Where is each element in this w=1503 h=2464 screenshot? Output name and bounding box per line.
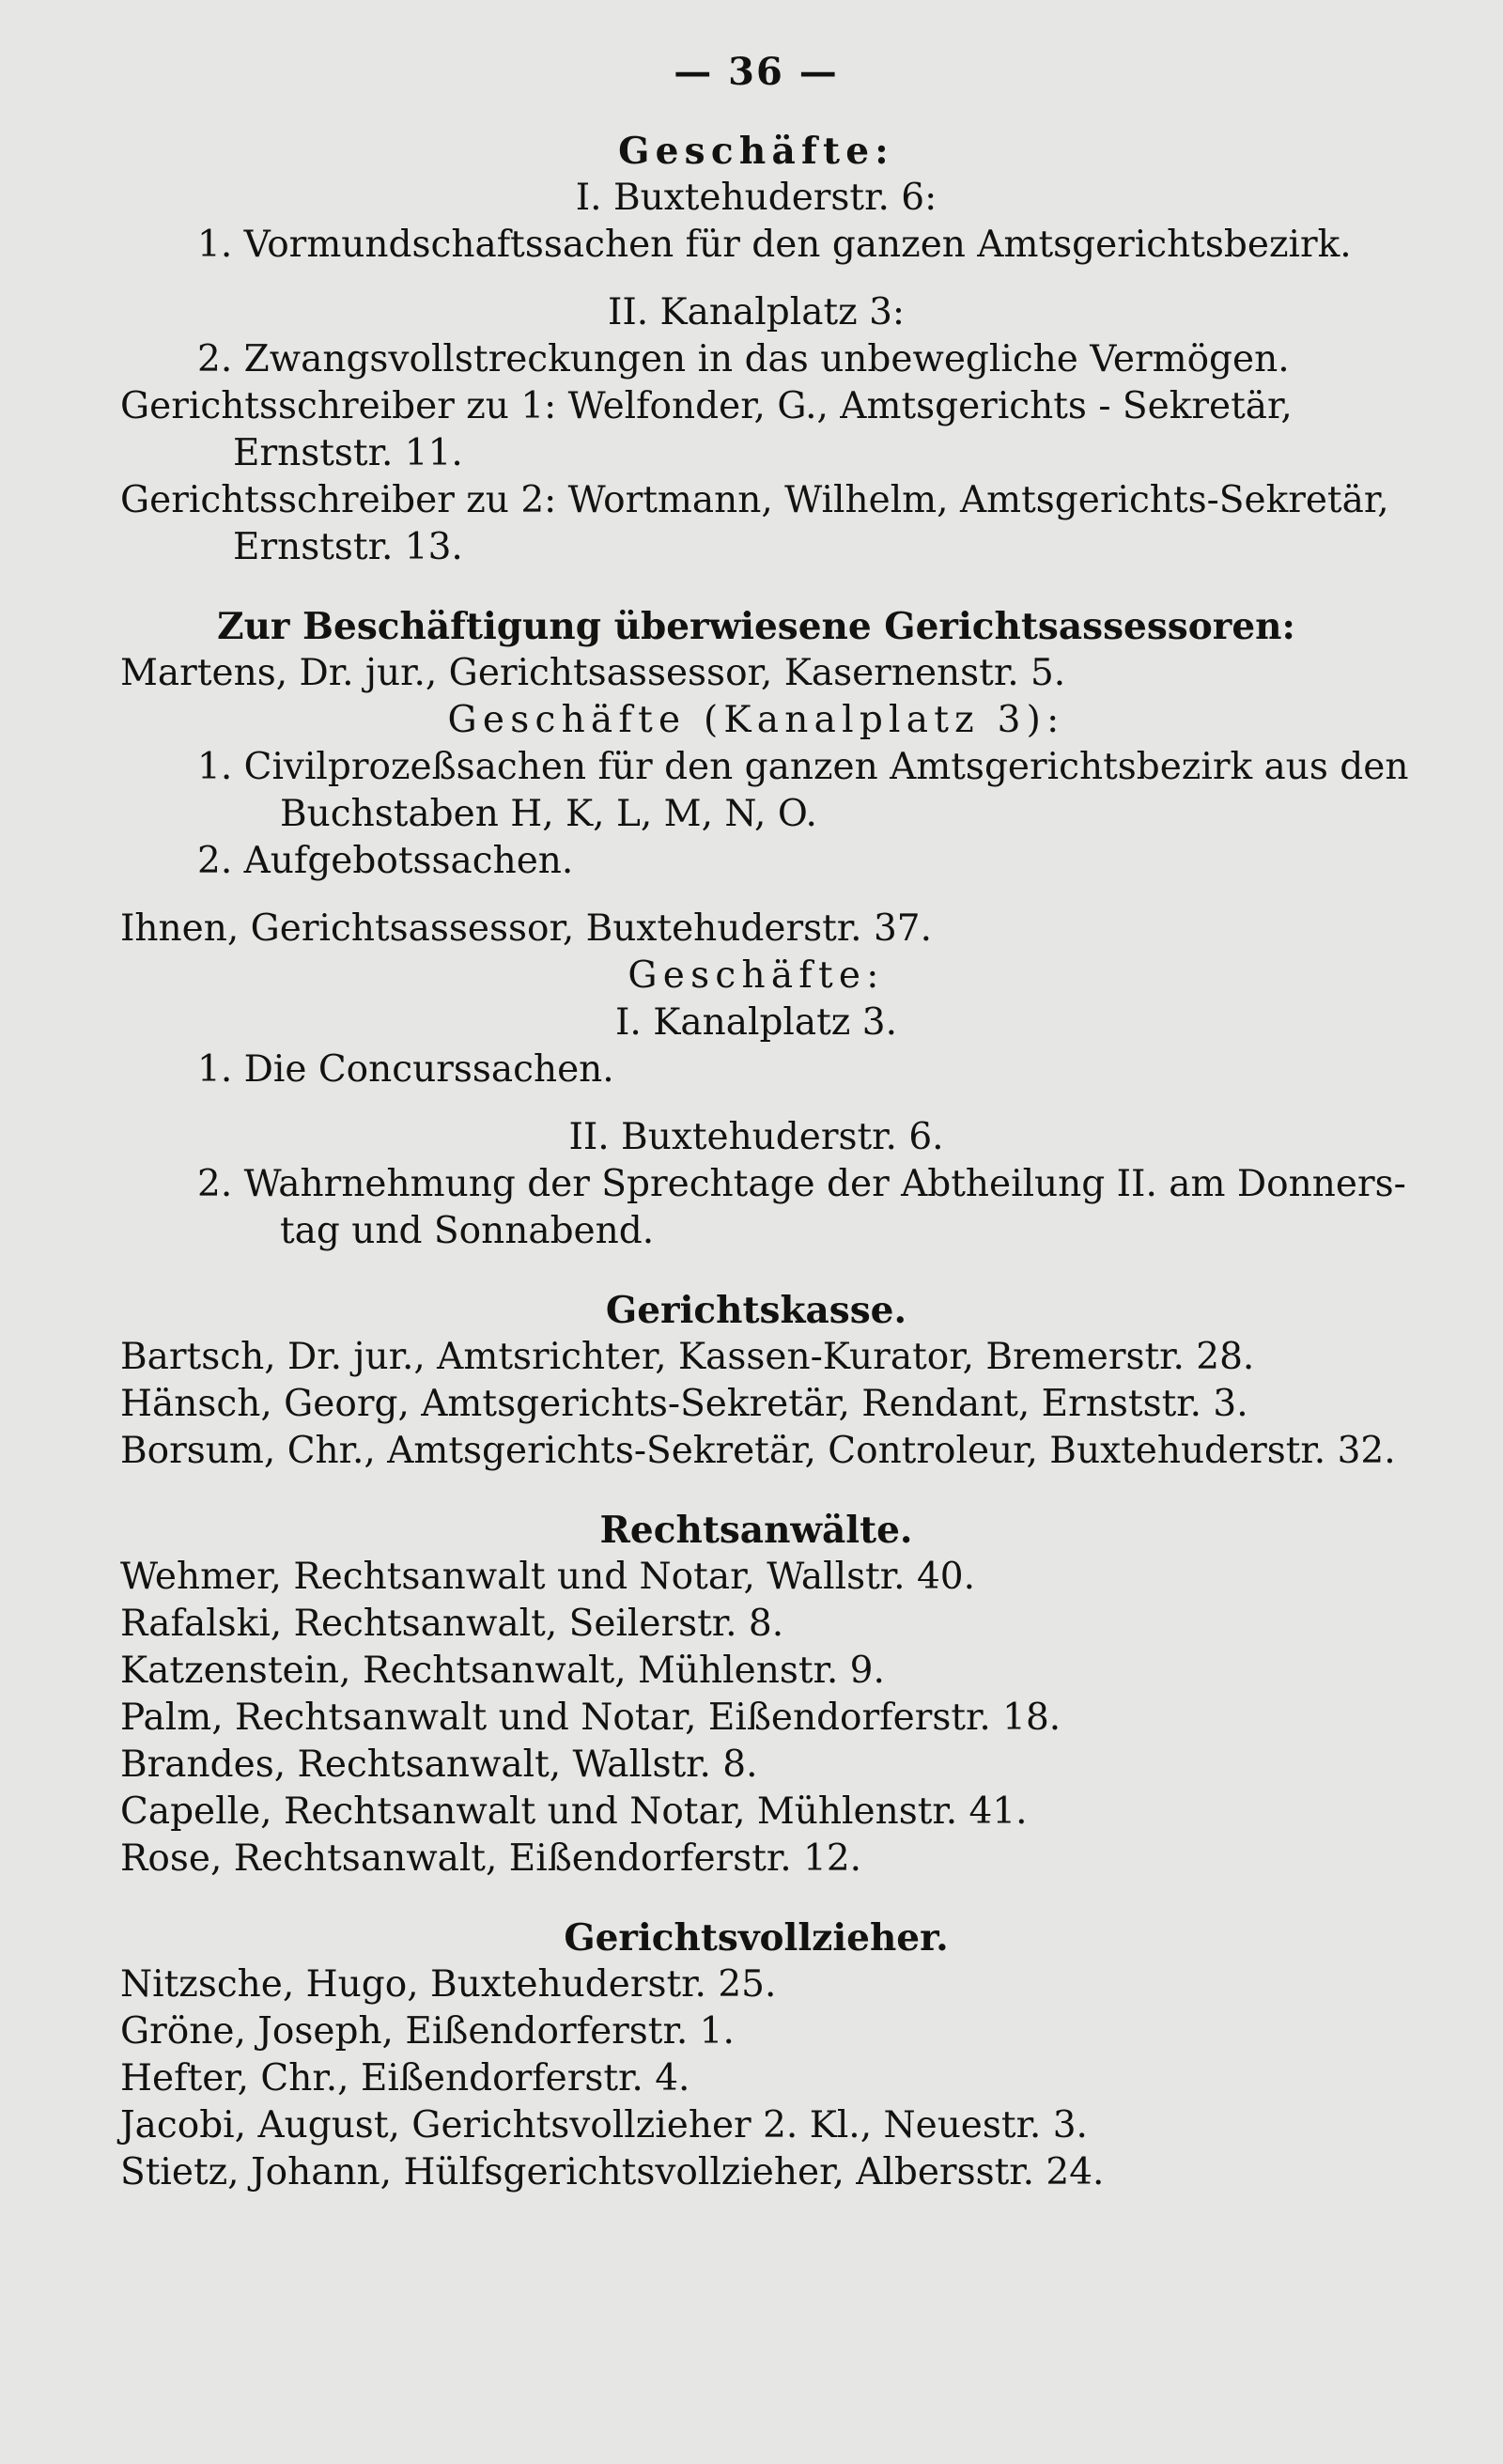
vollzieher-entry: Stietz, Johann, Hülfsgerichtsvollzieher, Albersstr. 24. [120,2151,1105,2193]
anwalt-entry: Brandes, Rechtsanwalt, Wallstr. 8. [120,1743,758,1786]
anwalt-entry: Palm, Rechtsanwalt und Notar, Eißendorferstr. 18. [120,1697,1061,1739]
ihnen-location-2: II. Buxtehuderstr. 6. [568,1116,944,1158]
duty-item-1: 1. Vormundschaftssachen für den ganzen Amtsgerichtsbezirk. [197,224,1352,266]
location-2: II. Kanalplatz 3: [607,291,906,333]
clerk-1-line-1: Gerichtsschreiber zu 1: Welfonder, G., Amtsgerichts - Sekretär, [120,385,1293,427]
vollzieher-entry: Hefter, Chr., Eißendorferstr. 4. [120,2057,690,2100]
clerk-2-line-1: Gerichtsschreiber zu 2: Wortmann, Wilhelm, Amtsgerichts-Sekretär, [120,479,1389,521]
vollzieher-heading: Gerichtsvollzieher. [564,1916,949,1960]
kasse-entry: Hänsch, Georg, Amtsgerichts-Sekretär, Rendant, Ernststr. 3. [120,1383,1248,1425]
anwaelte-heading: Rechtsanwälte. [599,1509,913,1552]
kasse-heading: Gerichtskasse. [605,1289,907,1332]
vollzieher-entry: Nitzsche, Hugo, Buxtehuderstr. 25. [120,1963,777,2006]
martens-item-1-line-2: Buchstaben H, K, L, M, N, O. [280,793,817,835]
martens-geschaefte: Geschäfte (Kanalplatz 3): [447,699,1065,741]
clerk-2-line-2: Ernststr. 13. [233,526,463,568]
anwalt-entry: Rafalski, Rechtsanwalt, Seilerstr. 8. [120,1603,784,1645]
anwalt-entry: Wehmer, Rechtsanwalt und Notar, Wallstr. 40. [120,1556,975,1598]
geschaefte-heading: Geschäfte: [618,130,894,173]
ihnen-geschaefte: Geschäfte: [628,954,885,997]
martens-item-2: 2. Aufgebotssachen. [197,840,574,882]
kasse-entry: Borsum, Chr., Amtsgerichts-Sekretär, Controleur, Buxtehuderstr. 32. [120,1430,1396,1472]
anwalt-entry: Katzenstein, Rechtsanwalt, Mühlenstr. 9. [120,1650,885,1692]
assessor-martens: Martens, Dr. jur., Gerichtsassessor, Kasernenstr. 5. [120,652,1066,694]
kasse-entry: Bartsch, Dr. jur., Amtsrichter, Kassen-Kurator, Bremerstr. 28. [120,1336,1255,1378]
ihnen-item-1: 1. Die Concurssachen. [197,1048,614,1091]
vollzieher-entry: Gröne, Joseph, Eißendorferstr. 1. [120,2010,735,2053]
page-number: — 36 — [674,50,839,94]
assessors-heading: Zur Beschäftigung überwiesene Gerichtsassessoren: [217,605,1295,648]
location-1: I. Buxtehuderstr. 6: [575,177,937,219]
duty-item-2: 2. Zwangsvollstreckungen in das unbewegliche Vermögen. [197,338,1290,380]
martens-item-1-line-1: 1. Civilprozeßsachen für den ganzen Amtsgerichtsbezirk aus den [197,746,1409,788]
ihnen-item-2-line-2: tag und Sonnabend. [280,1210,655,1252]
clerk-1-line-2: Ernststr. 11. [233,432,463,474]
assessor-ihnen: Ihnen, Gerichtsassessor, Buxtehuderstr. 37. [120,907,932,950]
anwalt-entry: Capelle, Rechtsanwalt und Notar, Mühlenstr. 41. [120,1790,1028,1833]
ihnen-item-2-line-1: 2. Wahrnehmung der Sprechtage der Abtheilung II. am Donners- [197,1163,1406,1205]
ihnen-location-1: I. Kanalplatz 3. [615,1001,897,1044]
anwalt-entry: Rose, Rechtsanwalt, Eißendorferstr. 12. [120,1837,862,1880]
vollzieher-entry: Jacobi, August, Gerichtsvollzieher 2. Kl., Neuestr. 3. [120,2104,1088,2146]
